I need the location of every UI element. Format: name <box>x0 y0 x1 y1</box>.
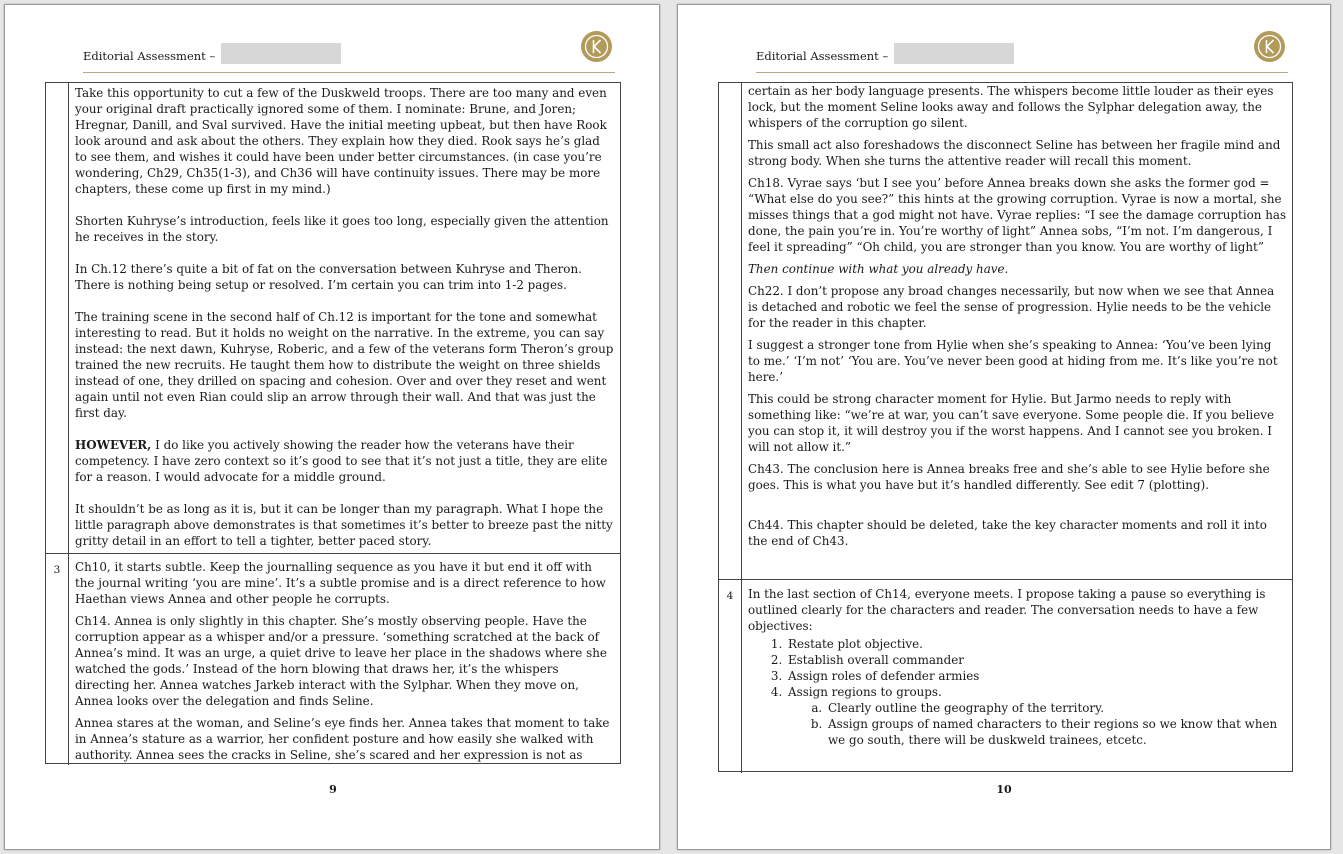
paragraph <box>75 437 615 485</box>
table-row <box>46 553 620 764</box>
row-content <box>743 580 1292 748</box>
page-10 <box>677 4 1331 850</box>
emphasis-text: HOWEVER, <box>75 438 152 452</box>
sub-list <box>788 700 1287 748</box>
paragraph: It shouldn’t be as long as it is, but it can be longer than my paragraph. What I hope the little paragraph above demonstrates is that sometimes it’s better to breeze past the nitty gritty detail in an effort to tell a tighter, better paced story. <box>75 502 613 548</box>
paragraph: certain as her body language presents. The whispers become little louder as their eyes lock, but the moment Seline looks away and follows the Sylphar delegation away, the whispers of the corruption go silent. <box>748 84 1274 130</box>
paragraph: Ch22. I don’t propose any broad changes necessarily, but now when we see that Annea is detached and robotic we feel the sense of progression. Hylie needs to be the vehicle for the reader in this chapter. <box>748 284 1275 330</box>
table-row <box>719 82 1292 579</box>
header-title: Editorial Assessment – <box>83 49 216 63</box>
row-number <box>719 82 742 579</box>
header-divider <box>83 72 615 73</box>
edits-table <box>45 82 621 764</box>
paragraph: This small act also foreshadows the disconnect Seline has between her fragile mind and strong body. When she turns the attentive reader will recall this moment. <box>748 138 1281 168</box>
list-item-text: Assign regions to groups. <box>788 685 942 699</box>
paragraph: Ch18. Vyrae says ‘but I see you’ before Annea breaks down she asks the former god = “What else do you see?” this hints at the growing corruption. Vyrae is now a mortal, she misses things that a god might not have. Vyrae replies: “I see the damage corruption has done, the pain you’re in. You’re worthy of light” Annea sobs, “I’m not. I’m dangerous, I feel it spreading” “Oh child, you are stronger than you know. You are worthy of light” <box>748 176 1287 254</box>
paragraph: Ch10, it starts subtle. Keep the journalling sequence as you have it but end it off with the journal writing ‘you are mine’. It’s a subtle promise and is a direct reference to how Haethan views Annea and other people he corrupts. <box>75 560 606 606</box>
row-number <box>46 82 69 554</box>
paragraph: I suggest a stronger tone from Hylie when she’s speaking to Annea: ‘You’ve been lying to me.’ ‘I’m not’ ‘You are. You’ve never been good at hiding from me. It’s like you’re not here.’ <box>748 338 1278 384</box>
row-content <box>70 554 620 764</box>
paragraph: Ch14. Annea is only slightly in this chapter. She’s mostly observing people. Have the corruption appear as a whisper and/or a pressure. ‘something scratched at the back of Annea’s mind. It was an urge, a quiet drive to leave her place in the shadows where she watched the gods.’ Instead of the horn blowing that draws her, it’s the whispers directing her. Annea watches Jarkeb interact with the Sylphar. When they move on, Annea looks over the delegation and finds Seline. <box>75 614 607 708</box>
row-content <box>70 82 620 555</box>
table-row <box>46 82 620 554</box>
paragraph: In Ch.12 there’s quite a bit of fat on the conversation between Kuhryse and Theron. There is nothing being setup or resolved. I’m certain you can trim into 1-2 pages. <box>75 262 582 292</box>
list-item: 2. Establish overall commander <box>786 652 1287 668</box>
paragraph: Shorten Kuhryse’s introduction, feels like it goes too long, especially given the attention he receives in the story. <box>75 214 609 244</box>
row-content <box>743 82 1292 555</box>
paragraph: The training scene in the second half of Ch.12 is important for the tone and somewhat interesting to read. But it holds no weight on the narrative. In the extreme, you can say instead: the next dawn, Kuhryse, Roberic, and a few of the veterans form Theron’s group trained the new recruits. He taught them how to distribute the weight on three shields instead of one, they drilled on spacing and cohesion. Over and over they reset and went again until not even Rian could slip an arrow through their wall. And that was just the first day. <box>75 310 614 420</box>
edits-table <box>718 82 1293 772</box>
list-item <box>786 684 1287 748</box>
sub-list-item: a. Clearly outline the geography of the territory. <box>826 700 1287 716</box>
paragraph: Ch44. This chapter should be deleted, take the key character moments and roll it into the end of Ch43. <box>748 518 1267 548</box>
paragraph: Take this opportunity to cut a few of the Duskweld troops. There are too many and even your original draft practically ignored some of them. I nominate: Brune, and Joren; Hregnar, Danill, and Sval survived. Have the initial meeting upbeat, but then have Rook look around and ask about the others. They explain how they died. Rook says he’s glad to see them, and wishes it could have been under better circumstances. (in case you’re wondering, Ch29, Ch35(1-3), and Ch36 will have continuity issues. There may be more chapters, these come up first in my mind.) <box>75 86 607 196</box>
brand-logo-icon <box>581 31 612 62</box>
paragraph-text: I do like you actively showing the reader how the veterans have their competency. I have zero context so it’s good to see that it’s not just a title, they are elite for a reason. I would advocate for a middle ground. <box>75 438 608 484</box>
header-title: Editorial Assessment – <box>756 49 889 63</box>
page-header <box>756 43 1286 71</box>
redacted-name <box>221 43 341 64</box>
list-item: 3. Assign roles of defender armies <box>786 668 1287 684</box>
page-number: 10 <box>996 783 1012 796</box>
page-header <box>83 43 613 71</box>
sub-list-item: b. Assign groups of named characters to their regions so we know that when we go south, there will be duskweld trainees, etcetc. <box>826 716 1287 748</box>
table-row <box>719 579 1292 772</box>
header-divider <box>756 72 1288 73</box>
paragraph: Ch43. The conclusion here is Annea breaks free and she’s able to see Hylie before she goes. This is what you have but it’s handled differently. See edit 7 (plotting). <box>748 462 1270 492</box>
brand-logo-icon <box>1254 31 1285 62</box>
row-number: 3 <box>46 554 69 765</box>
objectives-list <box>768 636 1287 748</box>
paragraph: This could be strong character moment for Hylie. But Jarmo needs to reply with something like: “we’re at war, you can’t save everyone. Some people die. If you believe you can stop it, it will destroy you if the worst happens. And I cannot see you broken. I will not allow it.” <box>748 392 1274 454</box>
paragraph: Annea stares at the woman, and Seline’s eye finds her. Annea takes that moment to take in Annea’s stature as a warrior, her confident posture and how easily she walked with authority. Annea sees the cracks in Seline, she’s scared and her expression is not as <box>75 716 610 762</box>
list-item: 1. Restate plot objective. <box>786 636 1287 652</box>
redacted-name <box>894 43 1014 64</box>
paragraph: Then continue with what you already have. <box>748 262 1009 276</box>
paragraph: In the last section of Ch14, everyone meets. I propose taking a pause so everything is outlined clearly for the characters and reader. The conversation needs to have a few objectives: <box>748 587 1266 633</box>
page-9 <box>4 4 660 850</box>
page-number: 9 <box>329 783 337 796</box>
row-number: 4 <box>719 580 742 773</box>
